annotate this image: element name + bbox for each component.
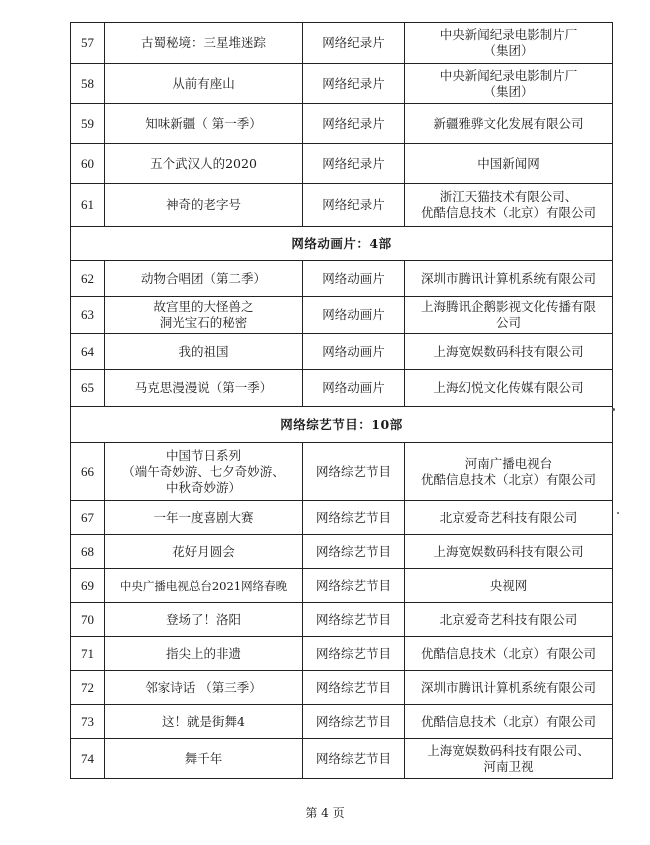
program-type: 网络综艺节目 xyxy=(303,603,405,637)
producer: 浙江天猫技术有限公司、 优酷信息技术（北京）有限公司 xyxy=(405,184,613,227)
table-row xyxy=(71,297,613,334)
row-number: 62 xyxy=(71,261,105,297)
row-number: 67 xyxy=(71,501,105,535)
table-row xyxy=(71,370,613,407)
row-number: 68 xyxy=(71,535,105,569)
table-row xyxy=(71,104,613,144)
table-row xyxy=(71,501,613,535)
program-title: 这！就是街舞4 xyxy=(105,705,303,739)
row-number: 61 xyxy=(71,184,105,227)
row-number: 70 xyxy=(71,603,105,637)
row-number: 59 xyxy=(71,104,105,144)
table-row xyxy=(71,739,613,779)
row-number: 63 xyxy=(71,297,105,334)
row-number: 71 xyxy=(71,637,105,671)
program-type: 网络综艺节目 xyxy=(303,443,405,501)
table-row xyxy=(71,64,613,104)
producer: 北京爱奇艺科技有限公司 xyxy=(405,603,613,637)
program-title: 一年一度喜剧大赛 xyxy=(105,501,303,535)
program-type: 网络综艺节目 xyxy=(303,705,405,739)
section-header-variety xyxy=(71,407,613,443)
row-number: 74 xyxy=(71,739,105,779)
producer: 深圳市腾讯计算机系统有限公司 xyxy=(405,261,613,297)
producer: 北京爱奇艺科技有限公司 xyxy=(405,501,613,535)
producer: 优酷信息技术（北京）有限公司 xyxy=(405,637,613,671)
program-title: 五个武汉人的2020 xyxy=(105,144,303,184)
program-title: 中央广播电视总台2021网络春晚 xyxy=(105,569,303,603)
program-type: 网络综艺节目 xyxy=(303,569,405,603)
row-number: 57 xyxy=(71,23,105,64)
producer: 央视网 xyxy=(405,569,613,603)
producer: 上海幻悦文化传媒有限公司 xyxy=(405,370,613,407)
table-row xyxy=(71,603,613,637)
program-type: 网络纪录片 xyxy=(303,184,405,227)
row-number: 66 xyxy=(71,443,105,501)
producer: 上海宽娱数码科技有限公司 xyxy=(405,535,613,569)
program-title: 神奇的老字号 xyxy=(105,184,303,227)
scan-speck xyxy=(612,408,615,411)
producer: 中央新闻纪录电影制片厂 （集团） xyxy=(405,64,613,104)
table-row xyxy=(71,569,613,603)
scan-speck xyxy=(617,512,619,514)
section-title: 网络动画片：4部 xyxy=(71,227,613,261)
program-type: 网络纪录片 xyxy=(303,104,405,144)
program-type: 网络动画片 xyxy=(303,261,405,297)
section-title: 网络综艺节目：10部 xyxy=(71,407,613,443)
program-type: 网络综艺节目 xyxy=(303,739,405,779)
table-row xyxy=(71,671,613,705)
row-number: 65 xyxy=(71,370,105,407)
producer: 优酷信息技术（北京）有限公司 xyxy=(405,705,613,739)
program-title: 马克思漫漫说（第一季） xyxy=(105,370,303,407)
program-type: 网络纪录片 xyxy=(303,64,405,104)
program-title: 舞千年 xyxy=(105,739,303,779)
program-title: 登场了！洛阳 xyxy=(105,603,303,637)
program-title: 故宫里的大怪兽之 洞光宝石的秘密 xyxy=(105,297,303,334)
producer: 中国新闻网 xyxy=(405,144,613,184)
table-row xyxy=(71,535,613,569)
table-row xyxy=(71,261,613,297)
program-type: 网络综艺节目 xyxy=(303,637,405,671)
program-type: 网络纪录片 xyxy=(303,144,405,184)
table-row xyxy=(71,637,613,671)
program-type: 网络综艺节目 xyxy=(303,501,405,535)
program-title: 知味新疆（ 第一季） xyxy=(105,104,303,144)
table-row xyxy=(71,144,613,184)
program-type: 网络动画片 xyxy=(303,370,405,407)
program-type: 网络动画片 xyxy=(303,297,405,334)
program-list-table xyxy=(70,22,613,779)
row-number: 72 xyxy=(71,671,105,705)
program-title: 花好月圆会 xyxy=(105,535,303,569)
row-number: 64 xyxy=(71,334,105,370)
row-number: 73 xyxy=(71,705,105,739)
program-type: 网络综艺节目 xyxy=(303,671,405,705)
program-title: 邻家诗话 （第三季） xyxy=(105,671,303,705)
program-title: 指尖上的非遗 xyxy=(105,637,303,671)
page-number: 第 4 页 xyxy=(305,806,345,820)
program-title: 我的祖国 xyxy=(105,334,303,370)
program-title: 中国节日系列 （端午奇妙游、七夕奇妙游、 中秋奇妙游） xyxy=(105,443,303,501)
table-row xyxy=(71,184,613,227)
program-title: 古蜀秘境：三星堆迷踪 xyxy=(105,23,303,64)
table-row xyxy=(71,443,613,501)
program-type: 网络综艺节目 xyxy=(303,535,405,569)
row-number: 58 xyxy=(71,64,105,104)
producer: 上海宽娱数码科技有限公司 xyxy=(405,334,613,370)
producer: 深圳市腾讯计算机系统有限公司 xyxy=(405,671,613,705)
program-title: 动物合唱团（第二季） xyxy=(105,261,303,297)
producer: 新疆雅骅文化发展有限公司 xyxy=(405,104,613,144)
program-type: 网络动画片 xyxy=(303,334,405,370)
section-header-animation xyxy=(71,227,613,261)
producer: 上海宽娱数码科技有限公司、 河南卫视 xyxy=(405,739,613,779)
table-row xyxy=(71,23,613,64)
row-number: 60 xyxy=(71,144,105,184)
producer: 中央新闻纪录电影制片厂 （集团） xyxy=(405,23,613,64)
row-number: 69 xyxy=(71,569,105,603)
program-type: 网络纪录片 xyxy=(303,23,405,64)
table-row xyxy=(71,705,613,739)
program-title: 从前有座山 xyxy=(105,64,303,104)
table-row xyxy=(71,334,613,370)
producer: 河南广播电视台 优酷信息技术（北京）有限公司 xyxy=(405,443,613,501)
producer: 上海腾讯企鹅影视文化传播有限 公司 xyxy=(405,297,613,334)
